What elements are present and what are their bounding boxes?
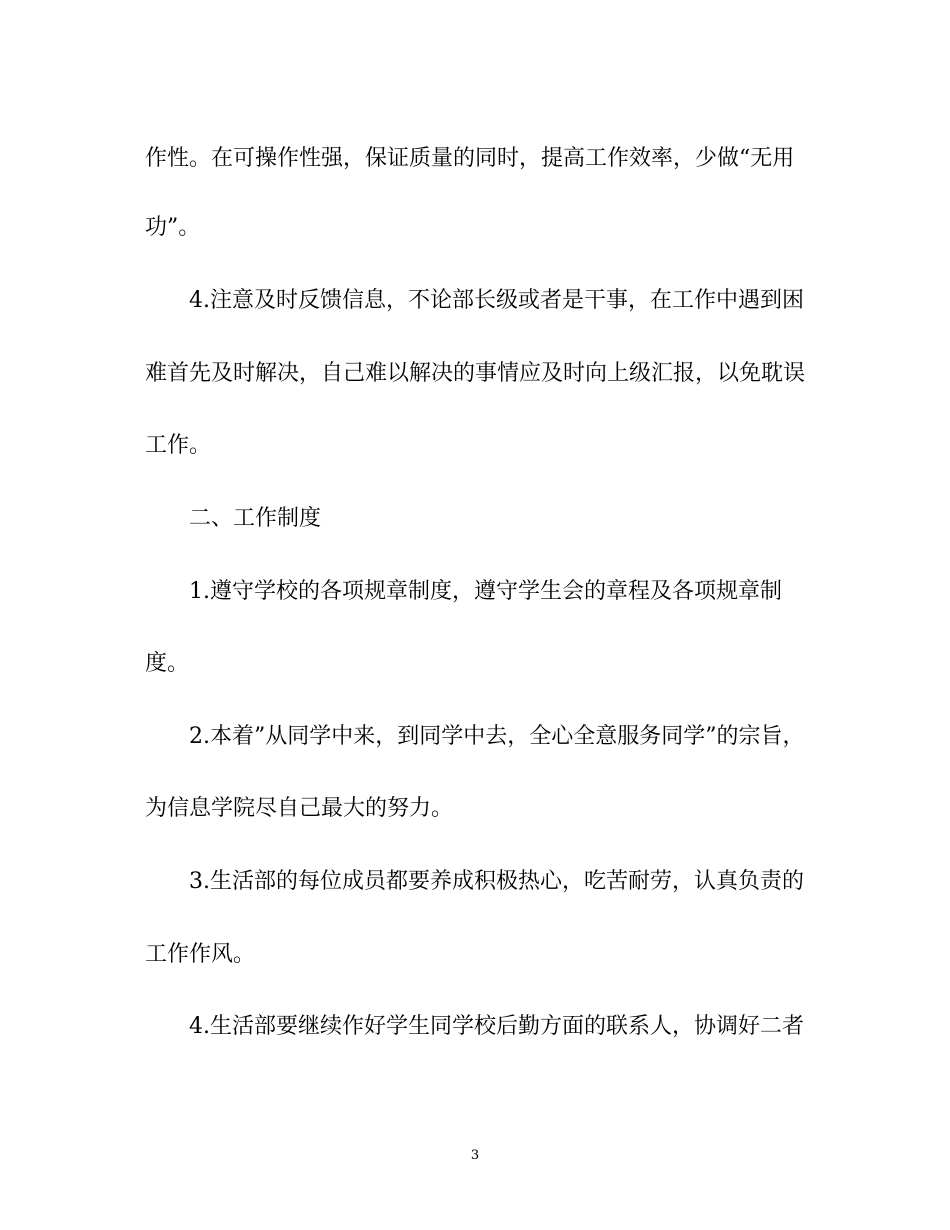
text-line: 2.本着”从同学中来，到同学中去，全心全意服务同学”的宗旨， — [189, 724, 805, 749]
text-line: 1.遵守学校的各项规章制度，遵守学生会的章程及各项规章制 — [189, 579, 782, 604]
text-line: 3.生活部的每位成员都要养成积极热心，吃苦耐劳，认真负责的 — [189, 869, 804, 894]
text-line: 为信息学院尽自己最大的努力。 — [145, 796, 454, 821]
text-line: 功”。 — [145, 215, 201, 240]
text-line: 4.生活部要继续作好学生同学校后勤方面的联系人，协调好二者 — [189, 1014, 804, 1039]
text-line: 4.注意及时反馈信息，不论部长级或者是干事，在工作中遇到困 — [189, 288, 804, 313]
section-heading: 二、工作制度 — [189, 506, 322, 531]
text-line: 工作。 — [145, 433, 212, 458]
text-line: 度。 — [145, 651, 190, 676]
text-line: 难首先及时解决，自己难以解决的事情应及时向上级汇报，以免耽误 — [145, 361, 806, 386]
text-line: 作性。在可操作性强，保证质量的同时，提高工作效率，少做“无用 — [145, 146, 795, 171]
text-line: 工作作风。 — [145, 942, 256, 967]
page-number: 3 — [470, 1148, 480, 1163]
